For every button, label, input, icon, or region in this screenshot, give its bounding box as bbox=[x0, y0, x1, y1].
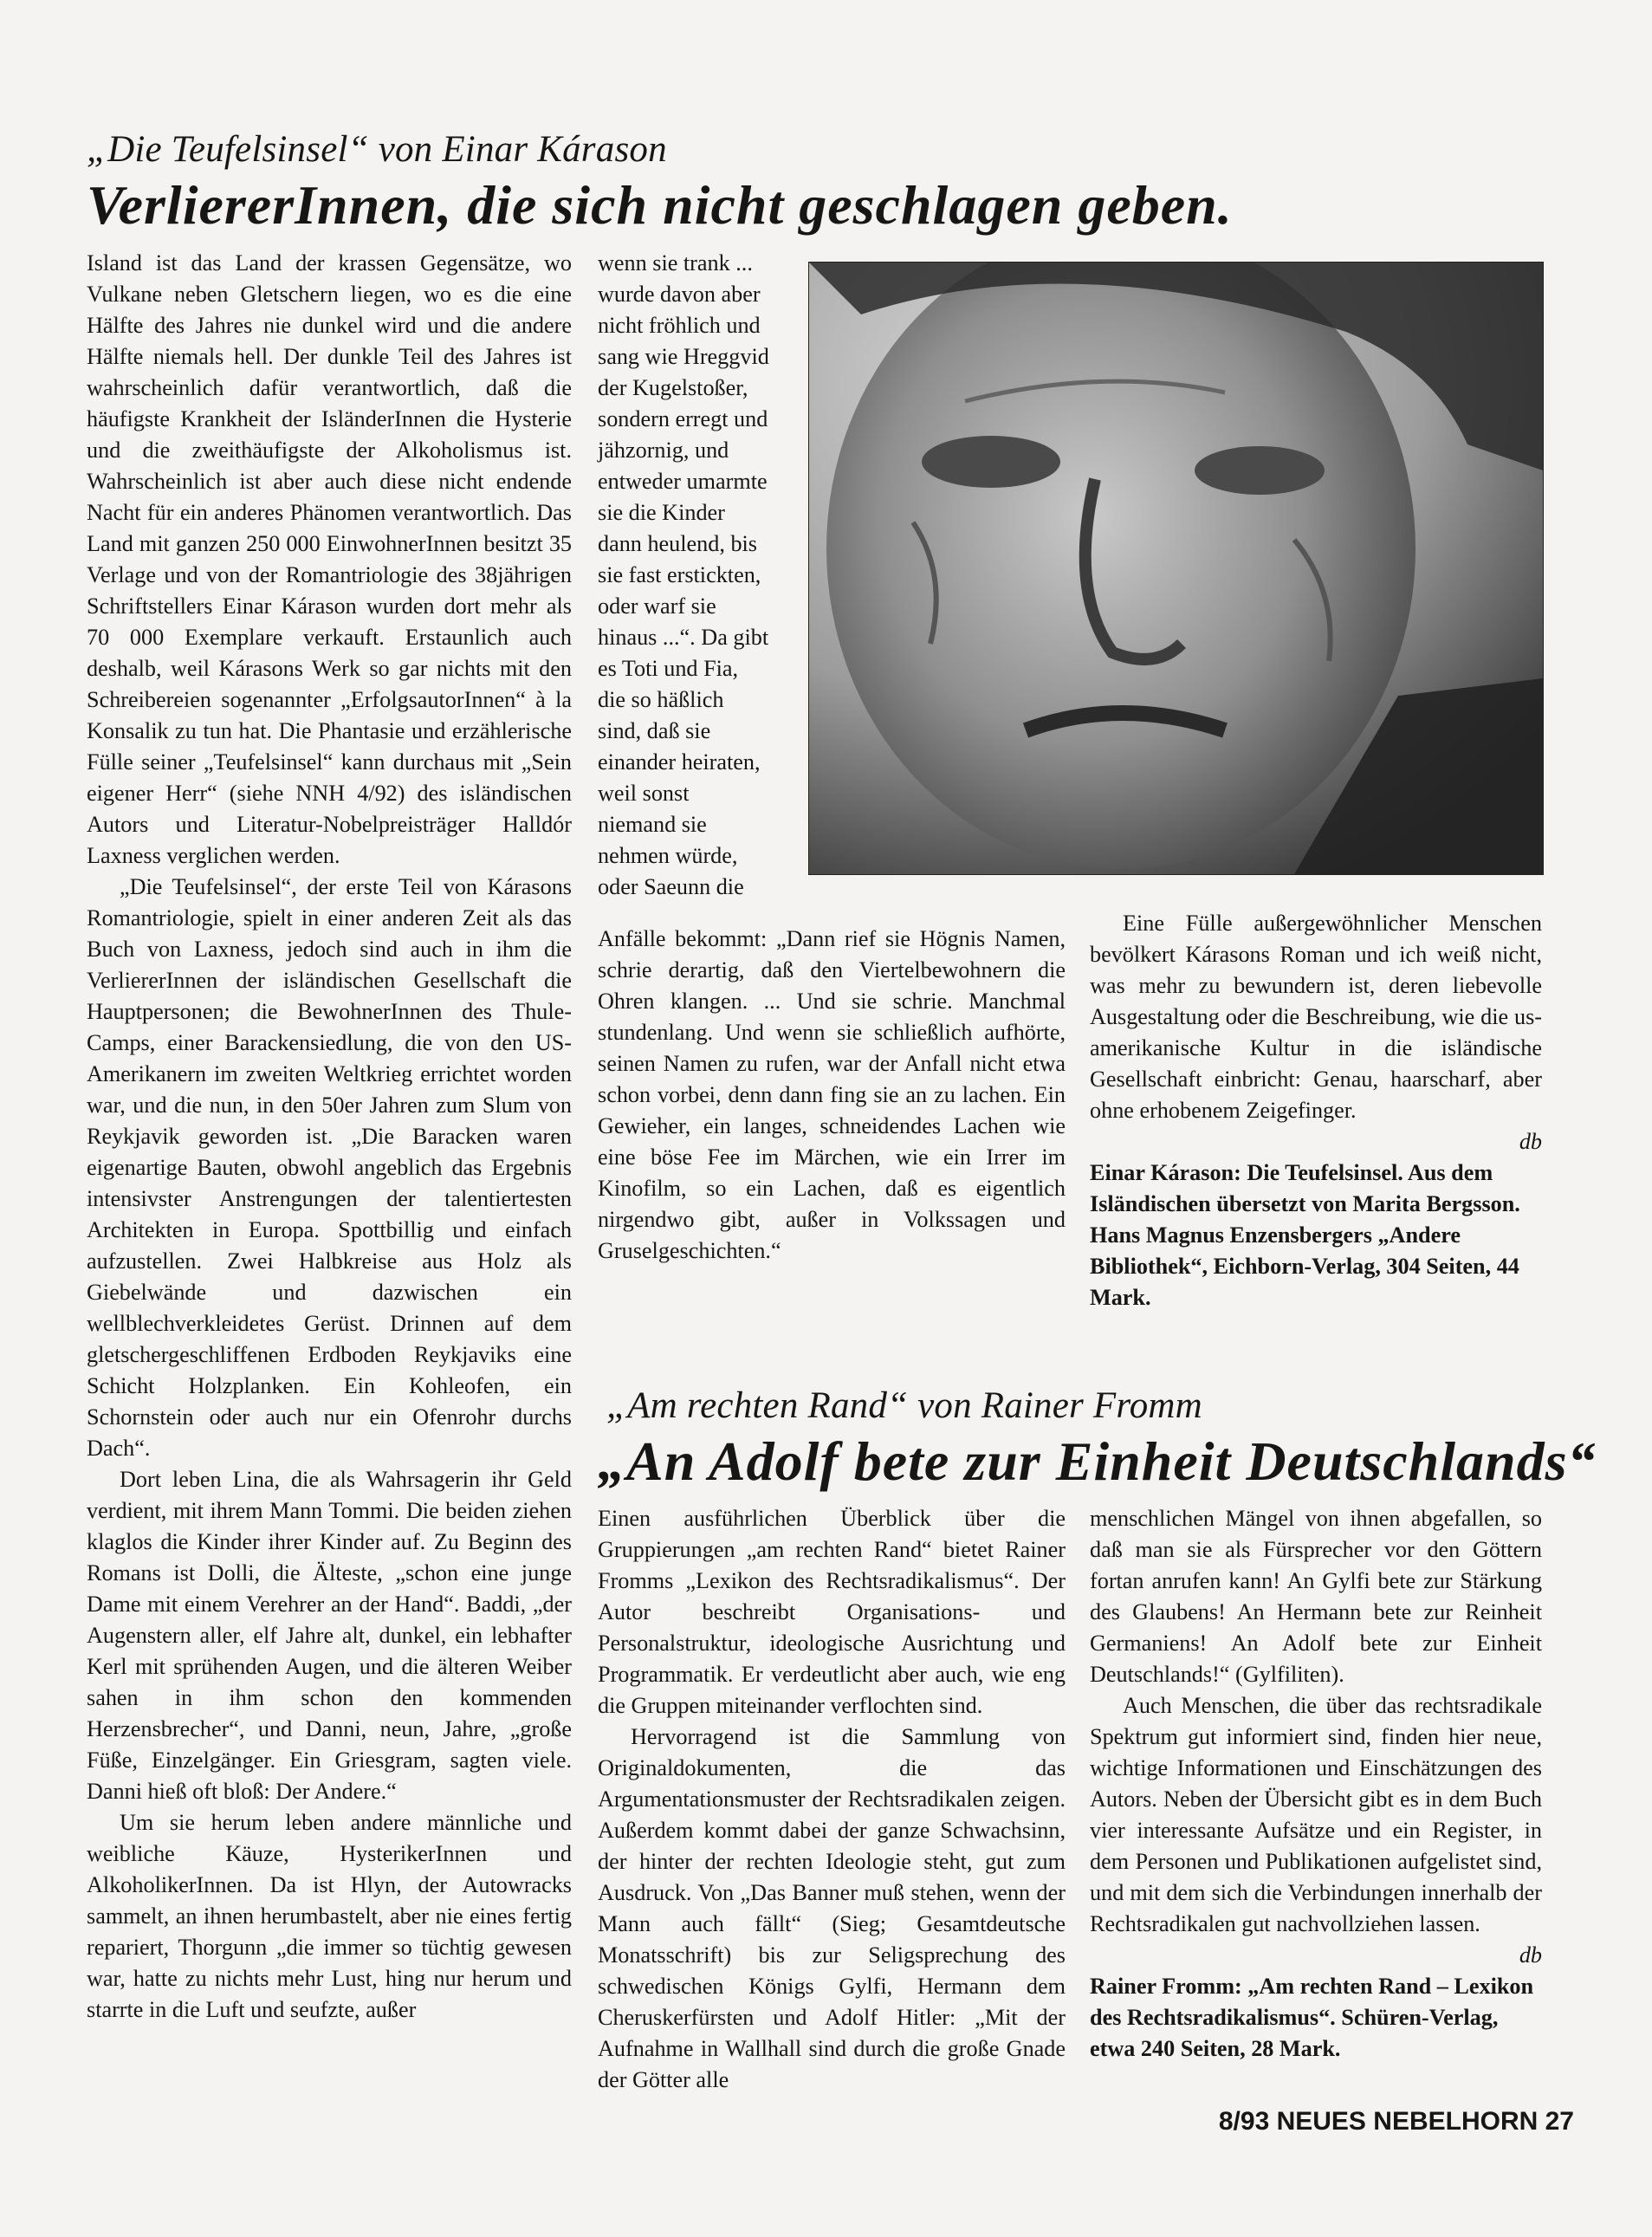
article1-paragraph: wenn sie trank ... wurde davon aber nicht fröhlich und sang wie Hreggvid der Kugelstoßer, sondern erregt und jähzornig, und entweder umarmte sie die Kinder dann heulend, bis sie fast erstickten, oder warf sie hinaus ...“. Da gibt es Toti und Fia, die so häßlich sind, daß sie einander heiraten, weil sonst niemand sie nehmen würde, oder Saeunn die bbox=[598, 250, 769, 899]
article1-bibliography: Einar Kárason: Die Teufelsinsel. Aus dem Isländischen übersetzt von Marita Bergsson. Hans Magnus Enzensbergers „Andere Bibliothek“, Eichborn-Verlag, 304 Seiten, 44 Mark. bbox=[1090, 1160, 1520, 1310]
article1-signature: db bbox=[1519, 1129, 1542, 1154]
article2-column-2 bbox=[1090, 1503, 1542, 2065]
article2-column-1 bbox=[598, 1503, 1066, 2096]
article2-kicker: „Am rechten Rand“ von Rainer Fromm bbox=[606, 1385, 1202, 1426]
article2-headline: „An Adolf bete zur Einheit Deutschlands“ bbox=[598, 1430, 1597, 1492]
article1-column-3 bbox=[1090, 908, 1542, 1313]
author-portrait-photo bbox=[808, 262, 1544, 875]
page-footer: 8/93 NEUES NEBELHORN 27 bbox=[1218, 2107, 1574, 2136]
article1-column-2-wide bbox=[598, 924, 1066, 1267]
article2-paragraph: Einen ausführlichen Überblick über die Gruppierungen „am rechten Rand“ bietet Rainer Fromms „Lexikon des Rechtsradikalismus“. Der Autor beschreibt Organisations- und Personalstruktur, ideologische Ausrichtung und Programmatik. Er verdeutlicht aber auch, wie eng die Gruppen miteinander verflochten sind. bbox=[598, 1506, 1066, 1718]
article2-paragraph: menschlichen Mängel von ihnen abgefallen, so daß man sie als Fürsprecher vor den Göttern fortan anrufen kann! An Gylfi bete zur Stärkung des Glaubens! An Hermann bete zur Reinheit Germaniens! An Adolf bete zur Einheit Deutschlands!“ (Gylfiliten). bbox=[1090, 1506, 1542, 1687]
article1-column-1 bbox=[87, 248, 572, 2026]
article1-paragraph: Eine Fülle außergewöhnlicher Menschen bevölkert Kárasons Roman und ich weiß nicht, was mehr zu bewundern ist, deren liebevolle Ausgestaltung oder die Beschreibung, wie die us-amerikanische Kultur in die isländische Gesellschaft einbricht: Genau, haarscharf, aber ohne erhobenem Zeigefinger. bbox=[1090, 911, 1542, 1123]
article1-paragraph: Anfälle bekommt: „Dann rief sie Högnis Namen, schrie derartig, daß den Viertelbewohnern die Ohren klangen. ... Und sie schrie. Manchmal stundenlang. Und wenn sie schließlich aufhörte, seinen Namen zu rufen, war der Anfall nicht etwa schon vorbei, denn dann fing sie an zu lachen. Ein Gewieher, ein langes, schneidendes Lachen wie eine böse Fee im Märchen, wie ein Irrer im Kinofilm, so ein Lachen, daß es eigentlich nirgendwo gibt, außer in Volkssagen und Gruselgeschichten.“ bbox=[598, 926, 1066, 1263]
article1-paragraph: Island ist das Land der krassen Gegensätze, wo Vulkane neben Gletschern liegen, wo es die eine Hälfte des Jahres nie dunkel wird und die andere Hälfte niemals hell. Der dunkle Teil des Jahres ist wahrscheinlich dafür verantwortlich, daß die häufigste Krankheit der IsländerInnen die Hysterie und die zweithäufigste der Alkoholismus ist. Wahrscheinlich ist aber auch diese nicht endende Nacht für ein anderes Phänomen verantwortlich. Das Land mit ganzen 250 000 EinwohnerInnen besitzt 35 Verlage und von der Romantriologie des 38jährigen Schriftstellers Einar Kárason wurden dort mehr als 70 000 Exemplare verkauft. Erstaunlich auch deshalb, weil Kárasons Werk so gar nichts mit den Schreibereien sogenannter „ErfolgsautorInnen“ à la Konsalik zu tun hat. Die Phantasie und erzählerische Fülle seiner „Teufelsinsel“ kann durchaus mit „Sein eigener Herr“ (siehe NNH 4/92) des isländischen Autors und Literatur-Nobelpreisträger Halldór Laxness verglichen werden. bbox=[87, 250, 572, 868]
article1-headline: VerliererInnen, die sich nicht geschlagen geben. bbox=[87, 174, 1233, 236]
article1-kicker: „Die Teufelsinsel“ von Einar Kárason bbox=[87, 129, 667, 170]
article1-paragraph: „Die Teufelsinsel“, der erste Teil von Kárasons Romantriologie, spielt in einer anderen Zeit als das Buch von Laxness, jedoch sind auch in ihm die VerliererInnen der isländischen Gesellschaft die Hauptpersonen; die BewohnerInnen des Thule-Camps, einer Barackensiedlung, die von den US-Amerikanern im zweiten Weltkrieg errichtet worden war, und die nun, in den 50er Jahren zum Slum von Reykjavik geworden ist. „Die Baracken waren eigenartige Bauten, obwohl angeblich das Ergebnis intensivster Anstrengungen der talentiertesten Architekten in Europa. Spottbillig und einfach aufzustellen. Zwei Halbkreise aus Holz als Giebelwände und dazwischen ein wellblechverkleidetes Gerüst. Drinnen auf dem gletschergeschliffenen Erdboden Reykjaviks eine Schicht Holzplanken. Ein Kohleofen, ein Schornstein oder auch nur ein Ofenrohr durchs Dach“. bbox=[87, 874, 572, 1461]
article1-column-2-narrow bbox=[598, 248, 771, 903]
article1-paragraph: Um sie herum leben andere männliche und weibliche Käuze, HysterikerInnen und AlkoholikerInnen. Da ist Hlyn, der Autowracks sammelt, an ihnen herumbastelt, aber nie eines fertig repariert, Thorgunn „die immer so tüchtig gewesen war, hatte zu nichts mehr Lust, hing nur herum und starrte in die Luft und seufzte, außer bbox=[87, 1810, 572, 2022]
article2-bibliography: Rainer Fromm: „Am rechten Rand – Lexikon des Rechtsradikalismus“. Schüren-Verlag, etwa 240 Seiten, 28 Mark. bbox=[1090, 1974, 1534, 2061]
article1-paragraph: Dort leben Lina, die als Wahrsagerin ihr Geld verdient, mit ihrem Mann Tommi. Die beiden ziehen klaglos die Kinder ihrer Kinder auf. Zu Beginn des Romans ist Dolli, die Älteste, „schon eine junge Dame mit einem Verehrer an der Hand“. Baddi, „der Augenstern aller, elf Jahre alt, dunkel, ein lebhafter Kerl mit sprühenden Augen, und die älteren Weiber sahen in ihm schon den kommenden Herzensbrecher“, und Danni, neun, Jahre, „große Füße, Einzelgänger. Ein Griesgram, sagten viele. Danni hieß oft bloß: Der Andere.“ bbox=[87, 1467, 572, 1804]
article2-paragraph: Auch Menschen, die über das rechtsradikale Spektrum gut informiert sind, finden hier neue, wichtige Informationen und Einschätzungen des Autors. Neben der Übersicht gibt es in dem Buch vier interessante Aufsätze und ein Register, in dem Personen und Publikationen aufgelistet sind, und mit dem sich die Verbindungen innerhalb der Rechtsradikalen gut nachvollziehen lassen. bbox=[1090, 1693, 1542, 1936]
article2-signature: db bbox=[1519, 1942, 1542, 1968]
portrait-image bbox=[809, 263, 1543, 874]
article2-paragraph: Hervorragend ist die Sammlung von Originaldokumenten, die das Argumentationsmuster der Rechtsradikalen zeigen. Außerdem kommt dabei der ganze Schwachsinn, der hinter der rechten Ideologie steht, gut zum Ausdruck. Von „Das Banner muß stehen, wenn der Mann auch fällt“ (Sieg; Gesamtdeutsche Monatsschrift) bis zur Seligsprechung des schwedischen Königs Gylfi, Hermann dem Cheruskerfürsten und Adolf Hitler: „Mit der Aufnahme in Wallhall sind durch die große Gnade der Götter alle bbox=[598, 1724, 1066, 2092]
